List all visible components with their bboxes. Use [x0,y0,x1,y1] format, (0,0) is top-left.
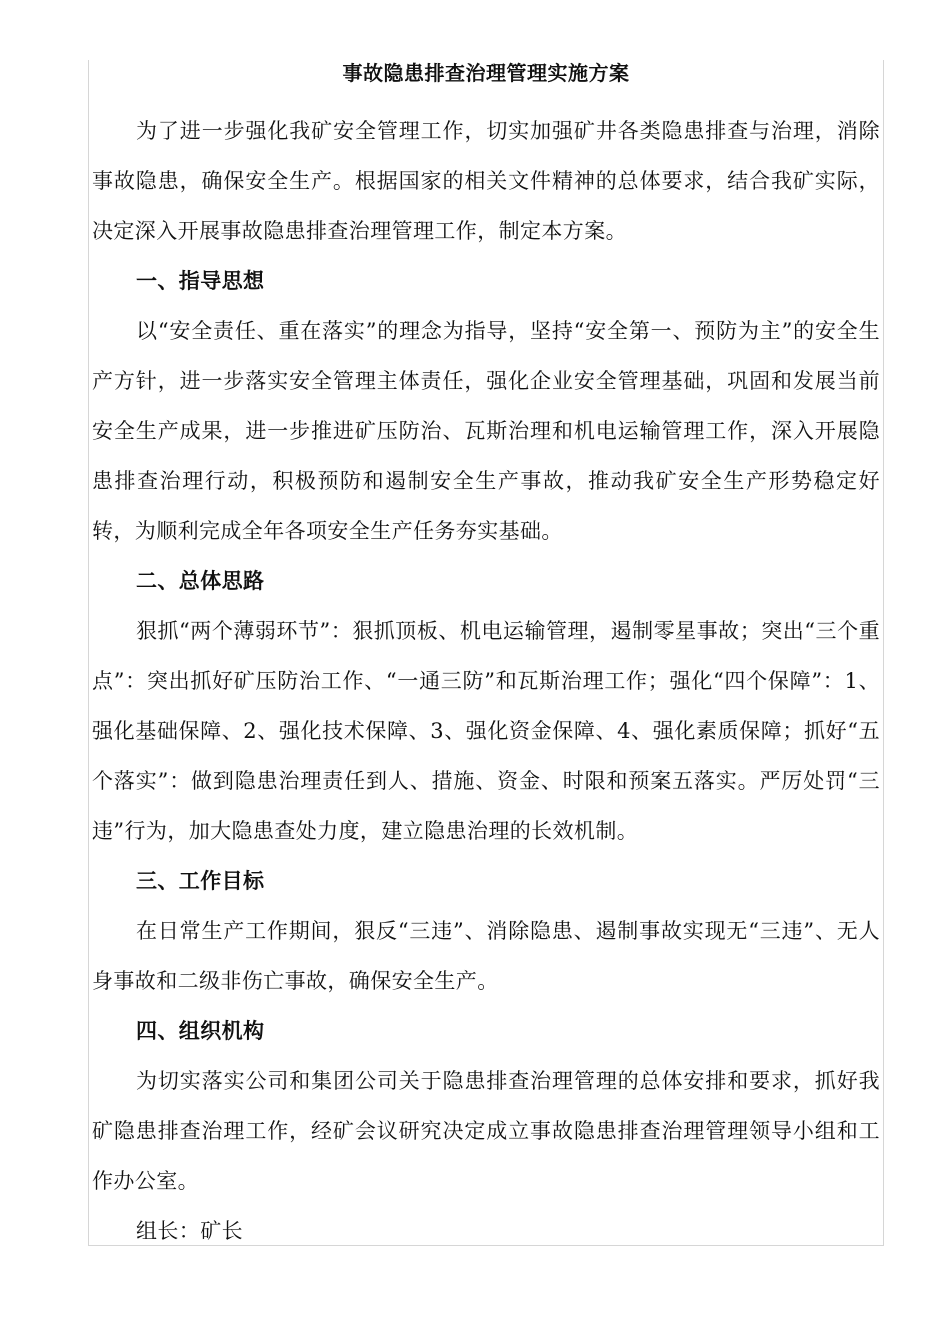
section-body-work-goals: 在日常生产工作期间，狠反“三违”、消除隐患、遏制事故实现无“三违”、无人身事故和二级非伤亡事故，确保安全生产。 [92,919,880,993]
document-title: 事故隐患排查治理管理实施方案 [342,61,630,85]
section-heading-organization: 四、组织机构 [136,1018,265,1043]
section-body-guiding-ideology: 以“安全责任、重在落实”的理念为指导，坚持“安全第一、预防为主”的安全生产方针，进一步落实安全管理主体责任，强化企业安全管理基础，巩固和发展当前安全生产成果，进一步推进矿压防治、瓦斯治理和机电运输管理工作，深入开展隐患排查治理行动，积极预防和遏制安全生产事故，推动我矿安全生产形势稳定好转，为顺利完成全年各项安全生产任务夯实基础。 [92,319,880,543]
section-heading-work-goals: 三、工作目标 [136,868,265,893]
section-body-overall-approach: 狠抓“两个薄弱环节”：狠抓顶板、机电运输管理，遏制零星事故；突出“三个重点”：突出抓好矿压防治工作、“一通三防”和瓦斯治理工作；强化“四个保障”：1、强化基础保障、2、强化技术保障、3、强化资金保障、4、强化素质保障；抓好“五个落实”：做到隐患治理责任到人、措施、资金、时限和预案五落实。严厉处罚“三违”行为，加大隐患查处力度，建立隐患治理的长效机制。 [92,619,880,843]
intro-paragraph: 为了进一步强化我矿安全管理工作，切实加强矿井各类隐患排查与治理，消除事故隐患，确保安全生产。根据国家的相关文件精神的总体要求，结合我矿实际，决定深入开展事故隐患排查治理管理工作，制定本方案。 [92,119,880,243]
section-heading-guiding-ideology: 一、指导思想 [136,268,265,293]
leader-line: 组长：矿长 [136,1219,243,1243]
section-heading-overall-approach: 二、总体思路 [136,568,265,593]
section-body-organization: 为切实落实公司和集团公司关于隐患排查治理管理的总体安排和要求，抓好我矿隐患排查治理工作，经矿会议研究决定成立事故隐患排查治理管理领导小组和工作办公室。 [92,1069,880,1193]
document-body [92,58,880,1256]
